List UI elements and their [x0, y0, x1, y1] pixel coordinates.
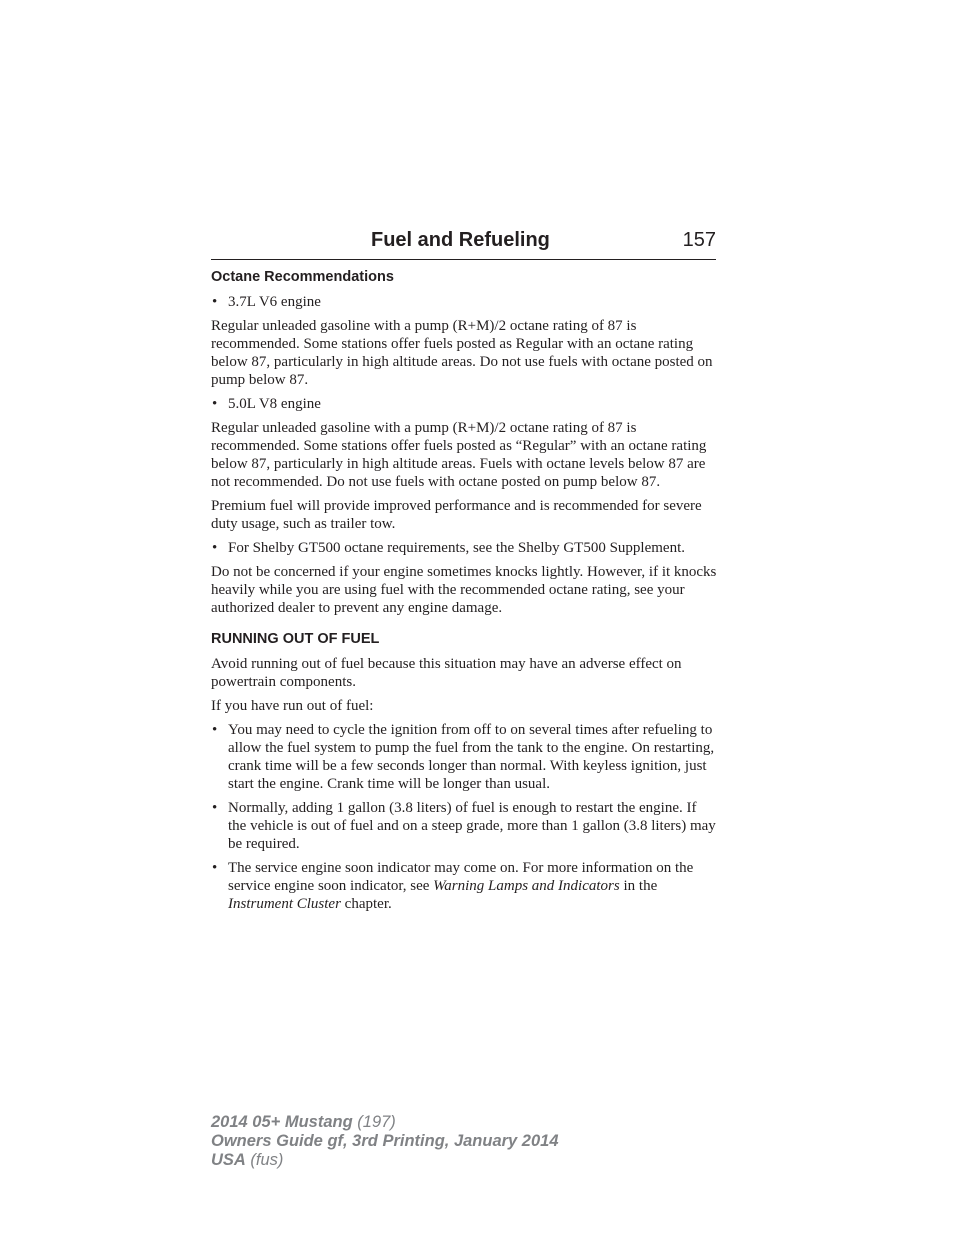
list-item-text: You may need to cycle the ignition from off to on several times after refueling to allow the fuel system to pump the fuel from the tank to the engine. On restarting, crank time will be a few seconds longer than normal. With keyless ignition, just start the engine. Crank time will be longer than usual. — [228, 722, 715, 792]
running-out-heading: RUNNING OUT OF FUEL — [211, 631, 380, 647]
v8-list — [211, 395, 717, 413]
list-item — [211, 539, 717, 557]
chapter-title: Fuel and Refueling — [371, 229, 550, 251]
octane-heading: Octane Recommendations — [211, 269, 394, 285]
paragraph-knock: Do not be concerned if your engine sometimes knocks lightly. However, if it knocks heavily while you are using fuel with the recommended octane rating, see your authorized dealer to prevent any engine damage. — [211, 564, 717, 616]
bullet: • — [212, 722, 218, 738]
list-item-text: Normally, adding 1 gallon (3.8 liters) of fuel is enough to restart the engine. If the vehicle is out of fuel and on a steep grade, more than 1 gallon (3.8 liters) may be required. — [228, 800, 716, 852]
list-item — [211, 395, 717, 413]
bullet: • — [212, 540, 218, 556]
paragraph-premium: Premium fuel will provide improved performance and is recommended for severe duty usage, such as trailer tow. — [211, 498, 702, 532]
paragraph-v6: Regular unleaded gasoline with a pump (R+M)/2 octane rating of 87 is recommended. Some stations offer fuels posted as Regular with an octane rating below 87, particularly in high altitude areas. Do not use fuels with octane posted on pump below 87. — [211, 318, 713, 388]
list-item — [211, 721, 717, 793]
footer-line-2 — [211, 1132, 559, 1151]
running-out-list — [211, 721, 717, 913]
page-header — [211, 229, 716, 260]
list-item-text — [228, 860, 693, 912]
text-run: chapter. — [340, 896, 392, 912]
page-content — [211, 268, 717, 919]
text-run: The service engine soon indicator may come on. For more information on the service engine soon indicator, see — [228, 860, 694, 894]
paragraph-v8: Regular unleaded gasoline with a pump (R+M)/2 octane rating of 87 is recommended. Some stations offer fuels posted as “Regular” with an octane rating below 87, particularly in high altitude areas. Fuels with octane levels below 87 are not recommended. Do not use fuels with octane posted on pump below 87. — [211, 420, 707, 490]
list-item-text: For Shelby GT500 octane requirements, see the Shelby GT500 Supplement. — [228, 540, 685, 556]
page-number: 157 — [682, 229, 716, 251]
paragraph-if: If you have run out of fuel: — [211, 698, 374, 714]
footer-market-code: (fus) — [245, 1151, 284, 1169]
list-item — [211, 293, 717, 311]
bullet: • — [212, 800, 218, 816]
bullet: • — [212, 396, 218, 412]
footer-printing: Owners Guide gf, 3rd Printing, January 2014 — [211, 1132, 559, 1150]
bullet: • — [212, 294, 218, 310]
cross-reference-warning-lamps: Warning Lamps and Indicators — [433, 878, 620, 894]
footer-line-1 — [211, 1113, 559, 1132]
footer-model-code: (197) — [352, 1113, 396, 1131]
footer-model: 2014 05+ Mustang — [211, 1113, 353, 1131]
cross-reference-instrument-cluster: Instrument Cluster — [228, 896, 341, 912]
list-item — [211, 859, 717, 913]
list-item-text: 3.7L V6 engine — [228, 294, 321, 310]
list-item-text: 5.0L V8 engine — [228, 396, 321, 412]
paragraph-avoid: Avoid running out of fuel because this situation may have an adverse effect on powertrain components. — [211, 656, 682, 690]
list-item — [211, 799, 717, 853]
bullet: • — [212, 860, 218, 876]
v6-list — [211, 293, 717, 311]
page-footer — [211, 1113, 559, 1170]
text-run: in the — [619, 878, 658, 894]
shelby-list — [211, 539, 717, 557]
footer-line-3 — [211, 1151, 559, 1170]
footer-market: USA — [211, 1151, 246, 1169]
